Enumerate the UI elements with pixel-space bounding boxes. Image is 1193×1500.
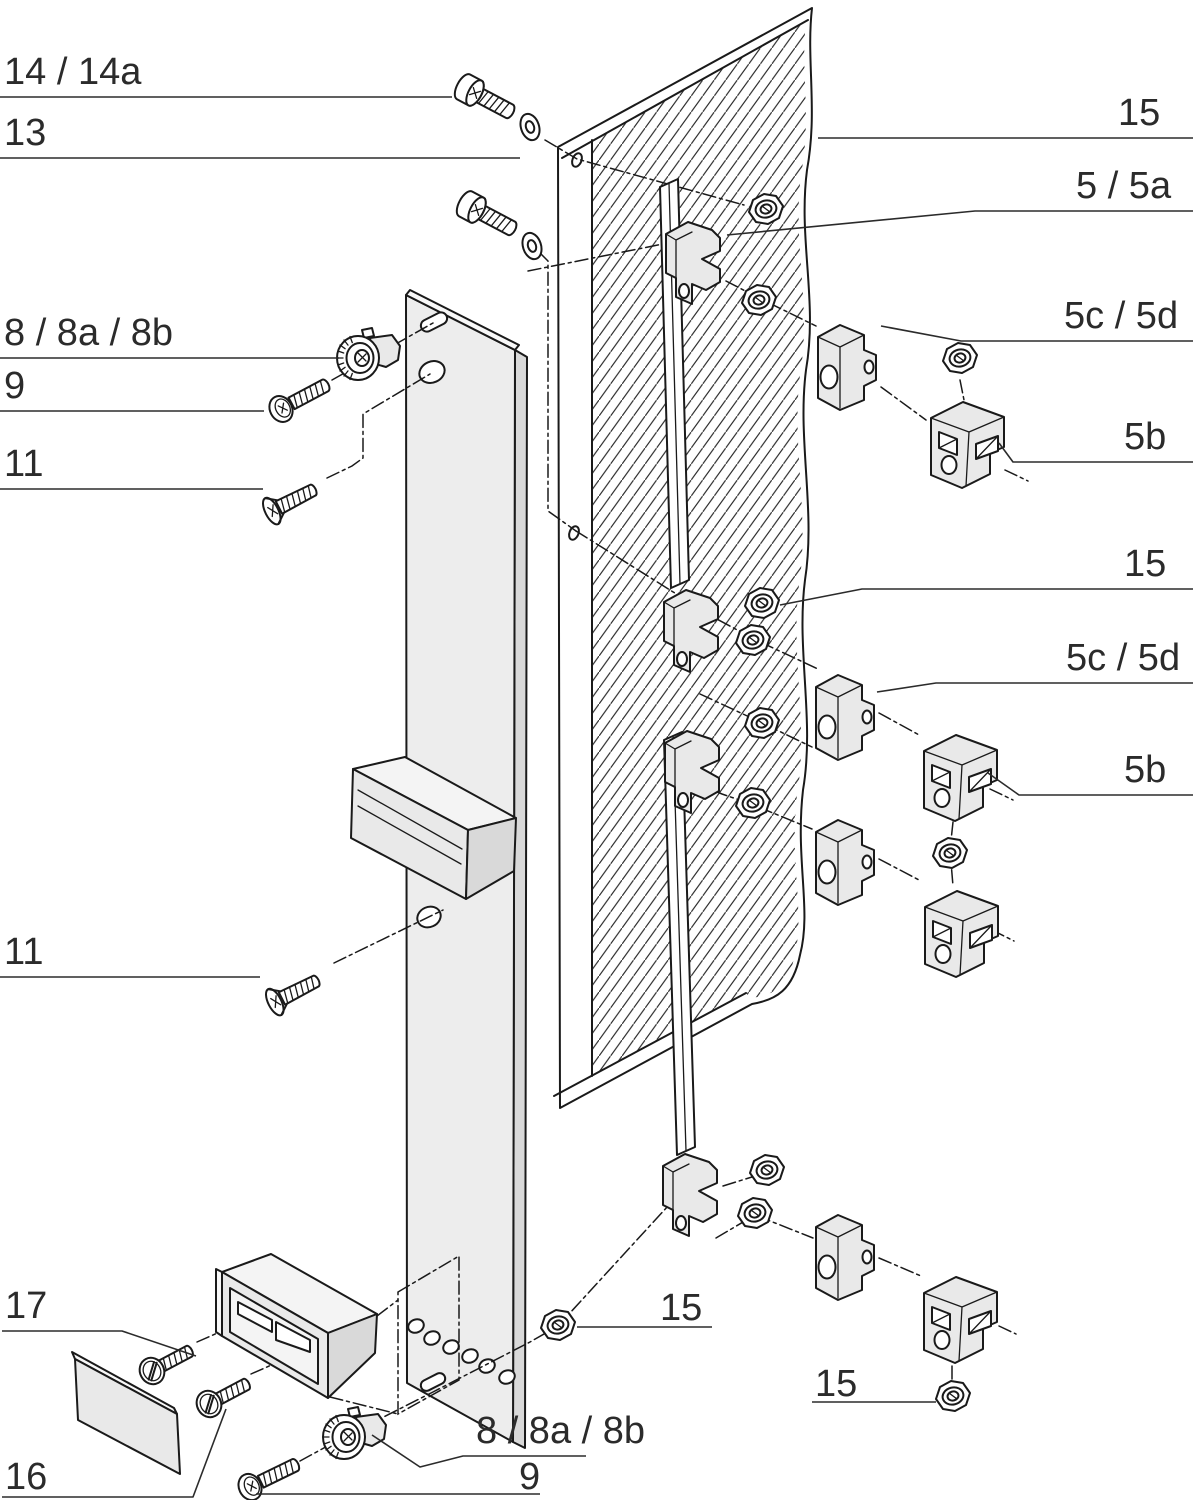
hex-nut-15	[541, 1310, 575, 1340]
pan-head-screw-9-top	[265, 372, 335, 426]
clamp-5c-top	[818, 325, 876, 410]
part-label-11-lower: 11	[4, 931, 44, 973]
cheese-head-screw-14	[451, 71, 519, 125]
clamp-5c-mid-lower	[816, 820, 874, 905]
retaining-clip-5a-bottom	[663, 1154, 717, 1236]
leader-line-5c-5d-mid	[877, 683, 1193, 692]
part-label-8-8a-8b-bottom: 8 / 8a / 8b	[476, 1410, 646, 1452]
handle-exploded	[216, 1254, 377, 1398]
hex-nut-15	[738, 1198, 772, 1228]
block-5b-bottom	[924, 1277, 997, 1363]
hex-nut-15	[736, 788, 770, 818]
washer-13	[517, 111, 542, 142]
hex-nut-15	[749, 194, 783, 224]
leader-line-17	[2, 1331, 196, 1356]
part-label-5c-5d-mid: 5c / 5d	[1066, 637, 1181, 679]
part-label-15-mid: 15	[1124, 543, 1167, 585]
hex-nut-15	[736, 625, 770, 655]
part-label-5b-top: 5b	[1124, 416, 1167, 458]
leader-line-15-mid	[780, 589, 1193, 605]
clamp-5c-bottom	[816, 1215, 874, 1300]
block-5b-mid-upper	[924, 735, 997, 821]
hex-nut-15	[750, 1155, 784, 1185]
countersunk-screw-11-lower	[262, 967, 325, 1018]
part-label-5c-5d-top: 5c / 5d	[1064, 295, 1179, 337]
hatch-fill	[592, 22, 806, 1076]
cheese-head-screw-14	[453, 188, 521, 242]
part-label-13: 13	[4, 112, 47, 154]
hex-nut-15	[943, 343, 977, 373]
washer-13	[519, 230, 544, 261]
part-label-9-top: 9	[4, 365, 26, 407]
hex-nut-15	[745, 588, 779, 618]
hex-nut-15	[745, 708, 779, 738]
clamp-5c-mid-upper	[816, 675, 874, 760]
block-5b-top	[931, 402, 1004, 488]
countersunk-screw-11-upper	[259, 476, 322, 527]
collar-nut-8-top	[337, 328, 400, 380]
part-label-15-top: 15	[1118, 92, 1161, 134]
hex-nut-15	[933, 838, 967, 868]
part-label-11-upper: 11	[4, 443, 44, 485]
part-label-17: 17	[5, 1285, 48, 1327]
pan-head-screw-9-bottom	[234, 1451, 304, 1500]
block-5b-mid-lower	[925, 891, 998, 977]
collar-nut-8-bottom	[323, 1407, 386, 1459]
part-label-9-bottom: 9	[519, 1456, 541, 1498]
part-label-8-8a-8b-top: 8 / 8a / 8b	[4, 312, 174, 354]
part-label-16: 16	[5, 1456, 48, 1498]
hex-nut-15	[742, 285, 776, 315]
part-label-5b-mid: 5b	[1124, 749, 1167, 791]
hex-nut-15	[936, 1381, 970, 1411]
part-label-14-14a: 14 / 14a	[4, 51, 142, 93]
part-label-5-5a: 5 / 5a	[1076, 165, 1172, 207]
part-label-15-bottom-center: 15	[660, 1287, 703, 1329]
part-label-15-bottom-right: 15	[815, 1363, 858, 1405]
